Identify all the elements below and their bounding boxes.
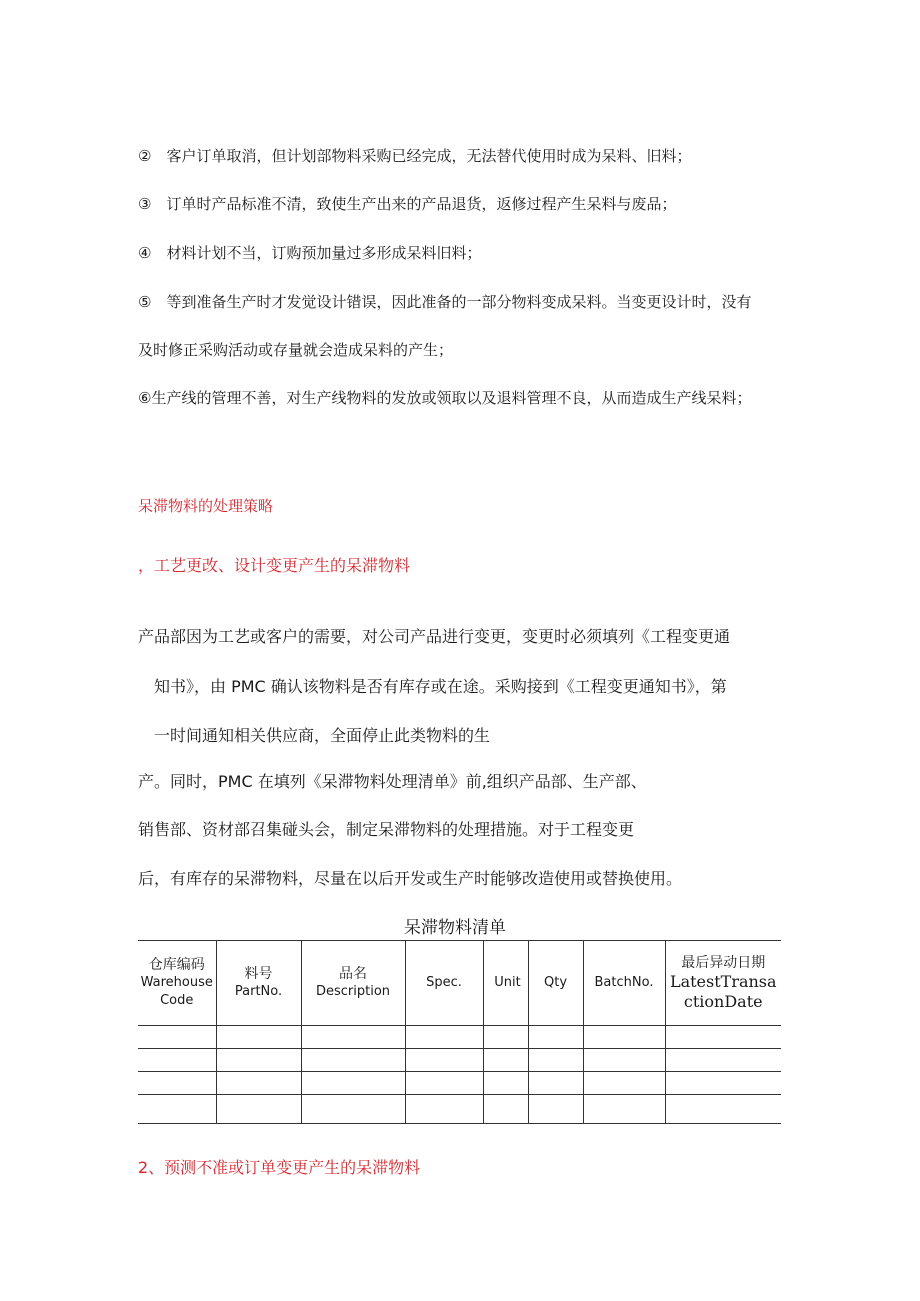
table-row — [138, 1072, 781, 1095]
table-header-row — [138, 941, 781, 1026]
header-spec: Spec. — [405, 941, 483, 1026]
table-cell — [483, 1072, 528, 1095]
table-cell — [665, 1049, 781, 1072]
table-cell — [665, 1095, 781, 1124]
header-latest-transaction-date: 最后异动日期 LatestTransactionDate — [665, 941, 781, 1026]
body-line-6: 后，有库存的呆滞物料，尽量在以后开发或生产时能够改造使用或替换使用。 — [138, 869, 683, 888]
header-qty: Qty — [528, 941, 583, 1026]
table-cell — [528, 1026, 583, 1049]
body-line-1: 产品部因为工艺或客户的需要，对公司产品进行变更，变更时必须填列《工程变更通 — [138, 627, 731, 646]
section-title: 呆滞物料的处理策略 — [138, 497, 274, 515]
table-cell — [405, 1095, 483, 1124]
paragraph-item-3: ③ 订单时产品标准不清，致使生产出来的产品退货，返修过程产生呆料与废品； — [138, 195, 677, 213]
table-cell — [216, 1095, 301, 1124]
table-cell — [138, 1026, 216, 1049]
table-cell — [583, 1095, 665, 1124]
body-line-2: 知书》，由 PMC 确认该物料是否有库存或在途。采购接到《工程变更通知书》，第 — [154, 677, 727, 696]
header-unit: Unit — [483, 941, 528, 1026]
table-title: 呆滞物料清单 — [404, 918, 506, 938]
table-cell — [301, 1049, 405, 1072]
table-cell — [301, 1095, 405, 1124]
body-line-4: 产。同时，PMC 在填列《呆滞物料处理清单》前,组织产品部、生产部、 — [138, 772, 647, 791]
header-part-no: 料号 PartNo. — [216, 941, 301, 1026]
paragraph-item-2: ② 客户订单取消，但计划部物料采购已经完成，无法替代使用时成为呆料、旧料； — [138, 147, 692, 165]
table-cell — [583, 1072, 665, 1095]
subsection-2-heading: 2、预测不准或订单变更产生的呆滞物料 — [138, 1158, 421, 1177]
table-cell — [216, 1026, 301, 1049]
table-row — [138, 1049, 781, 1072]
subsection-1-heading: ，工艺更改、设计变更产生的呆滞物料 — [138, 556, 411, 575]
body-line-3: 一时间通知相关供应商，全面停止此类物料的生 — [154, 726, 491, 745]
paragraph-item-5-line-1: ⑤ 等到准备生产时才发觉设计错误，因此准备的一部分物料变成呆料。当变更设计时，没有 — [138, 293, 752, 311]
header-description: 品名 Description — [301, 941, 405, 1026]
table-cell — [483, 1095, 528, 1124]
table-cell — [301, 1072, 405, 1095]
table-cell — [483, 1049, 528, 1072]
table-row — [138, 1026, 781, 1049]
table-cell — [138, 1049, 216, 1072]
table-cell — [405, 1072, 483, 1095]
table-cell — [216, 1072, 301, 1095]
body-line-5: 销售部、资材部召集碰头会，制定呆滞物料的处理措施。对于工程变更 — [138, 820, 635, 839]
table-cell — [301, 1026, 405, 1049]
header-warehouse-code: 仓库编码 Warehouse Code — [138, 941, 216, 1026]
table-cell — [138, 1095, 216, 1124]
table-cell — [405, 1049, 483, 1072]
inventory-table — [138, 940, 781, 1124]
paragraph-item-6: ⑥生产线的管理不善，对生产线物料的发放或领取以及退料管理不良，从而造成生产线呆料； — [138, 389, 752, 407]
table-cell — [528, 1049, 583, 1072]
table-cell — [665, 1026, 781, 1049]
table-cell — [483, 1026, 528, 1049]
paragraph-item-4: ④ 材料计划不当，订购预加量过多形成呆料旧料； — [138, 244, 482, 262]
table-cell — [528, 1095, 583, 1124]
table-cell — [528, 1072, 583, 1095]
table-cell — [583, 1049, 665, 1072]
header-batch-no: BatchNo. — [583, 941, 665, 1026]
table-cell — [665, 1072, 781, 1095]
table-cell — [583, 1026, 665, 1049]
table-cell — [216, 1049, 301, 1072]
table-cell — [138, 1072, 216, 1095]
table-cell — [405, 1026, 483, 1049]
table-row — [138, 1095, 781, 1124]
paragraph-item-5-line-2: 及时修正采购活动或存量就会造成呆料的产生； — [138, 341, 454, 359]
